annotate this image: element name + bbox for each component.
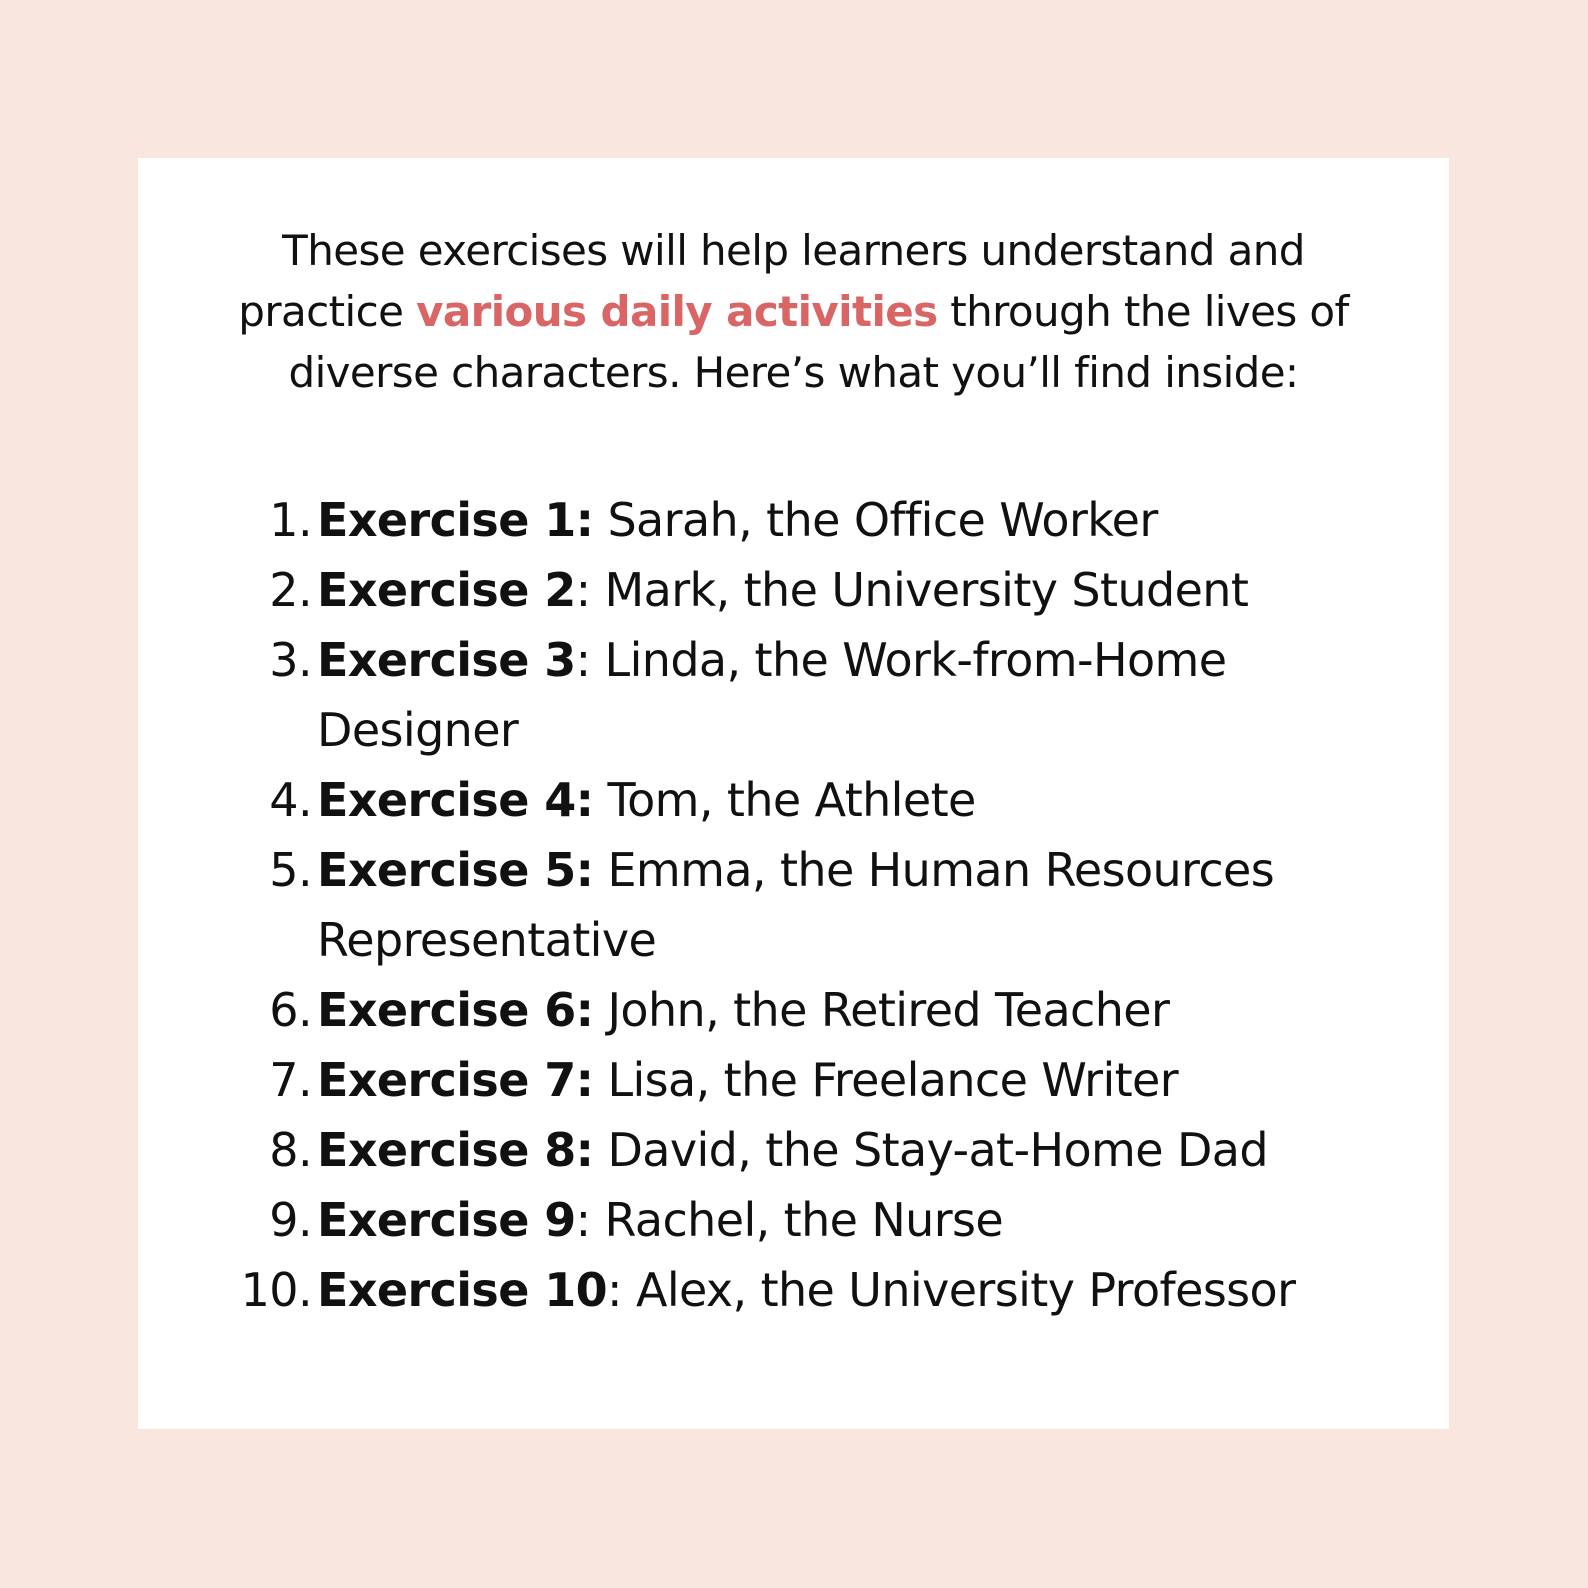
list-item bbox=[138, 1255, 1347, 1325]
item-label: Exercise 8: bbox=[317, 1123, 594, 1177]
list-item bbox=[138, 1045, 1347, 1115]
list-item bbox=[138, 625, 1347, 765]
item-description: Emma, the Human Resources Representative bbox=[317, 843, 1275, 967]
item-description: Mark, the University Student bbox=[590, 563, 1249, 617]
item-description: Tom, the Athlete bbox=[593, 773, 976, 827]
item-label: Exercise 6: bbox=[317, 983, 594, 1037]
exercise-list bbox=[138, 485, 1449, 1325]
list-item bbox=[138, 1115, 1347, 1185]
item-separator: : bbox=[575, 633, 591, 687]
item-number: 5. bbox=[269, 843, 312, 897]
item-description: John, the Retired Teacher bbox=[593, 983, 1170, 1037]
intro-text-after: through the lives of diverse characters. Here’s what you’ll find inside: bbox=[288, 287, 1349, 397]
intro-paragraph bbox=[198, 220, 1389, 403]
item-separator: : bbox=[607, 1263, 622, 1317]
item-description: Lisa, the Freelance Writer bbox=[593, 1053, 1179, 1107]
list-item bbox=[138, 485, 1347, 555]
item-description: Sarah, the Office Worker bbox=[593, 493, 1158, 547]
item-number: 10. bbox=[240, 1263, 312, 1317]
list-item bbox=[138, 555, 1347, 625]
item-separator: : bbox=[575, 563, 591, 617]
item-number: 1. bbox=[269, 493, 312, 547]
item-label: Exercise 4: bbox=[317, 773, 594, 827]
item-number: 7. bbox=[269, 1053, 312, 1107]
item-number: 9. bbox=[269, 1193, 312, 1247]
item-label: Exercise 7: bbox=[317, 1053, 594, 1107]
item-label: Exercise 1: bbox=[317, 493, 594, 547]
list-item bbox=[138, 1185, 1347, 1255]
item-description: Linda, the Work-from-Home Designer bbox=[317, 633, 1227, 757]
item-description: Rachel, the Nurse bbox=[590, 1193, 1004, 1247]
list-item bbox=[138, 975, 1347, 1045]
item-label: Exercise 9 bbox=[317, 1193, 576, 1247]
item-number: 8. bbox=[269, 1123, 312, 1177]
item-label: Exercise 3 bbox=[317, 633, 576, 687]
item-label: Exercise 10 bbox=[317, 1263, 608, 1317]
intro-highlight: various daily activities bbox=[416, 287, 938, 336]
item-number: 4. bbox=[269, 773, 312, 827]
item-separator: : bbox=[575, 1193, 591, 1247]
content-card bbox=[138, 158, 1449, 1429]
intro-text-before: These exercises will help learners understand and practice bbox=[238, 226, 1305, 336]
item-label: Exercise 2 bbox=[317, 563, 576, 617]
list-item bbox=[138, 765, 1347, 835]
list-item bbox=[138, 835, 1347, 975]
item-number: 3. bbox=[269, 633, 312, 687]
item-label: Exercise 5: bbox=[317, 843, 594, 897]
item-number: 6. bbox=[269, 983, 312, 1037]
item-description: Alex, the University Professor bbox=[621, 1263, 1296, 1317]
item-number: 2. bbox=[269, 563, 312, 617]
item-description: David, the Stay-at-Home Dad bbox=[593, 1123, 1268, 1177]
